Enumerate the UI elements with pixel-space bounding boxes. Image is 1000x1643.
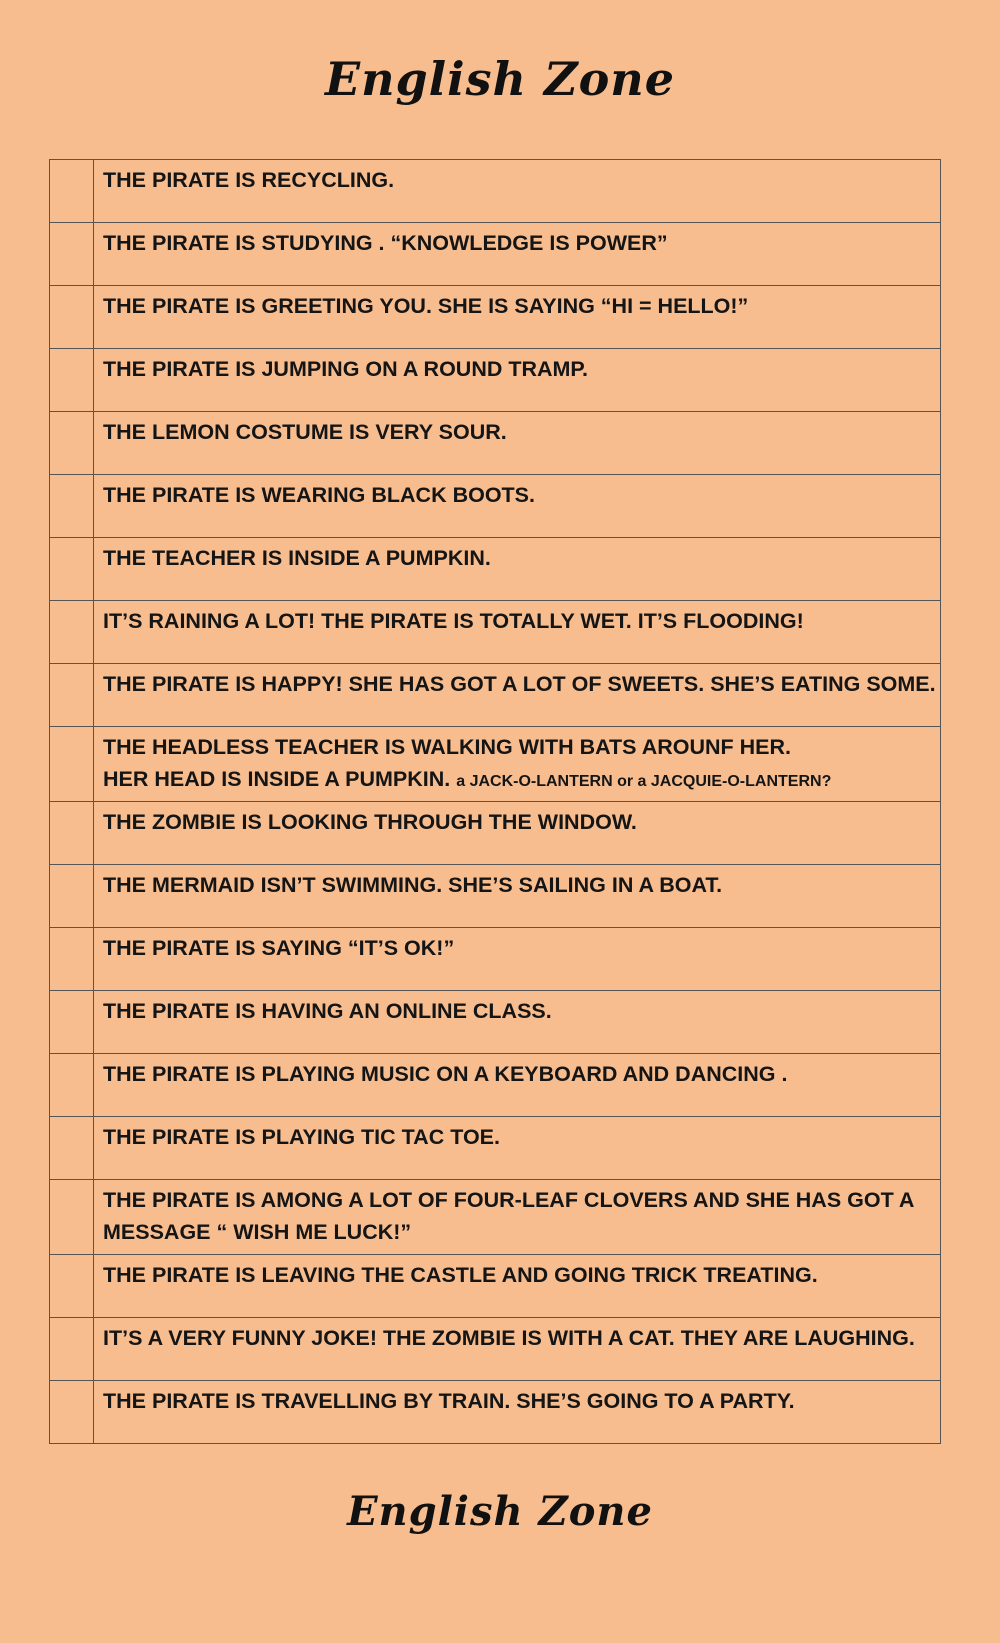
sentence-text: THE PIRATE IS PLAYING MUSIC ON A KEYBOARD AND DANCING . — [94, 1054, 941, 1117]
table-row — [50, 349, 941, 412]
answer-box[interactable] — [50, 1054, 94, 1117]
answer-box[interactable] — [50, 664, 94, 727]
matching-table — [49, 159, 941, 1444]
answer-box[interactable] — [50, 727, 94, 802]
lantern-question-note: a JACK-O-LANTERN or a JACQUIE-O-LANTERN? — [456, 773, 832, 790]
table-row — [50, 727, 941, 802]
sentence-text: THE PIRATE IS RECYCLING. — [94, 160, 941, 223]
table-row — [50, 286, 941, 349]
answer-box[interactable] — [50, 601, 94, 664]
english-zone-footer-logo: English Zone — [347, 1488, 653, 1535]
table-row — [50, 412, 941, 475]
answer-box[interactable] — [50, 1180, 94, 1255]
sentence-text: THE PIRATE IS JUMPING ON A ROUND TRAMP. — [94, 349, 941, 412]
sentence-text: THE TEACHER IS INSIDE A PUMPKIN. — [94, 538, 941, 601]
table-row — [50, 601, 941, 664]
english-zone-logo: English Zone — [325, 52, 675, 106]
sentence-text — [94, 727, 941, 802]
table-row — [50, 160, 941, 223]
answer-box[interactable] — [50, 538, 94, 601]
table-row — [50, 664, 941, 727]
answer-box[interactable] — [50, 928, 94, 991]
table-row — [50, 1255, 941, 1318]
sentence-text: THE PIRATE IS HAVING AN ONLINE CLASS. — [94, 991, 941, 1054]
table-row — [50, 1318, 941, 1381]
answer-box[interactable] — [50, 349, 94, 412]
answer-box[interactable] — [50, 223, 94, 286]
sentence-text: THE MERMAID ISN’T SWIMMING. SHE’S SAILING IN A BOAT. — [94, 865, 941, 928]
table-row — [50, 1381, 941, 1444]
answer-box[interactable] — [50, 412, 94, 475]
sentence-text: THE PIRATE IS SAYING “IT’S OK!” — [94, 928, 941, 991]
answer-box[interactable] — [50, 1255, 94, 1318]
sentence-text: THE PIRATE IS WEARING BLACK BOOTS. — [94, 475, 941, 538]
answer-box[interactable] — [50, 1318, 94, 1381]
answer-box[interactable] — [50, 286, 94, 349]
sentence-text: THE PIRATE IS STUDYING . “KNOWLEDGE IS POWER” — [94, 223, 941, 286]
sentence-text: THE ZOMBIE IS LOOKING THROUGH THE WINDOW. — [94, 802, 941, 865]
answer-box[interactable] — [50, 1381, 94, 1444]
sentence-text: IT’S A VERY FUNNY JOKE! THE ZOMBIE IS WITH A CAT. THEY ARE LAUGHING. — [94, 1318, 941, 1381]
sentence-line-1: THE HEADLESS TEACHER IS WALKING WITH BATS AROUNF HER. — [103, 735, 791, 759]
table-row — [50, 1054, 941, 1117]
sentence-text: THE PIRATE IS PLAYING TIC TAC TOE. — [94, 1117, 941, 1180]
table-row — [50, 538, 941, 601]
answer-box[interactable] — [50, 475, 94, 538]
table-row — [50, 928, 941, 991]
table-row — [50, 1180, 941, 1255]
answer-box[interactable] — [50, 991, 94, 1054]
table-row — [50, 223, 941, 286]
sentence-text: THE PIRATE IS HAPPY! SHE HAS GOT A LOT OF SWEETS. SHE’S EATING SOME. — [94, 664, 941, 727]
answer-box[interactable] — [50, 160, 94, 223]
answer-box[interactable] — [50, 802, 94, 865]
sentence-text: IT’S RAINING A LOT! THE PIRATE IS TOTALLY WET. IT’S FLOODING! — [94, 601, 941, 664]
sentence-text: THE LEMON COSTUME IS VERY SOUR. — [94, 412, 941, 475]
sentence-line-2: HER HEAD IS INSIDE A PUMPKIN. — [103, 767, 451, 791]
sentence-text: THE PIRATE IS AMONG A LOT OF FOUR-LEAF CLOVERS AND SHE HAS GOT A MESSAGE “ WISH ME LUCK!” — [94, 1180, 941, 1255]
answer-box[interactable] — [50, 1117, 94, 1180]
table-row — [50, 865, 941, 928]
sentence-text: THE PIRATE IS LEAVING THE CASTLE AND GOING TRICK TREATING. — [94, 1255, 941, 1318]
sentence-text: THE PIRATE IS TRAVELLING BY TRAIN. SHE’S GOING TO A PARTY. — [94, 1381, 941, 1444]
table-row — [50, 1117, 941, 1180]
table-row — [50, 475, 941, 538]
table-row — [50, 991, 941, 1054]
answer-box[interactable] — [50, 865, 94, 928]
table-row — [50, 802, 941, 865]
sentence-text: THE PIRATE IS GREETING YOU. SHE IS SAYING “HI = HELLO!” — [94, 286, 941, 349]
